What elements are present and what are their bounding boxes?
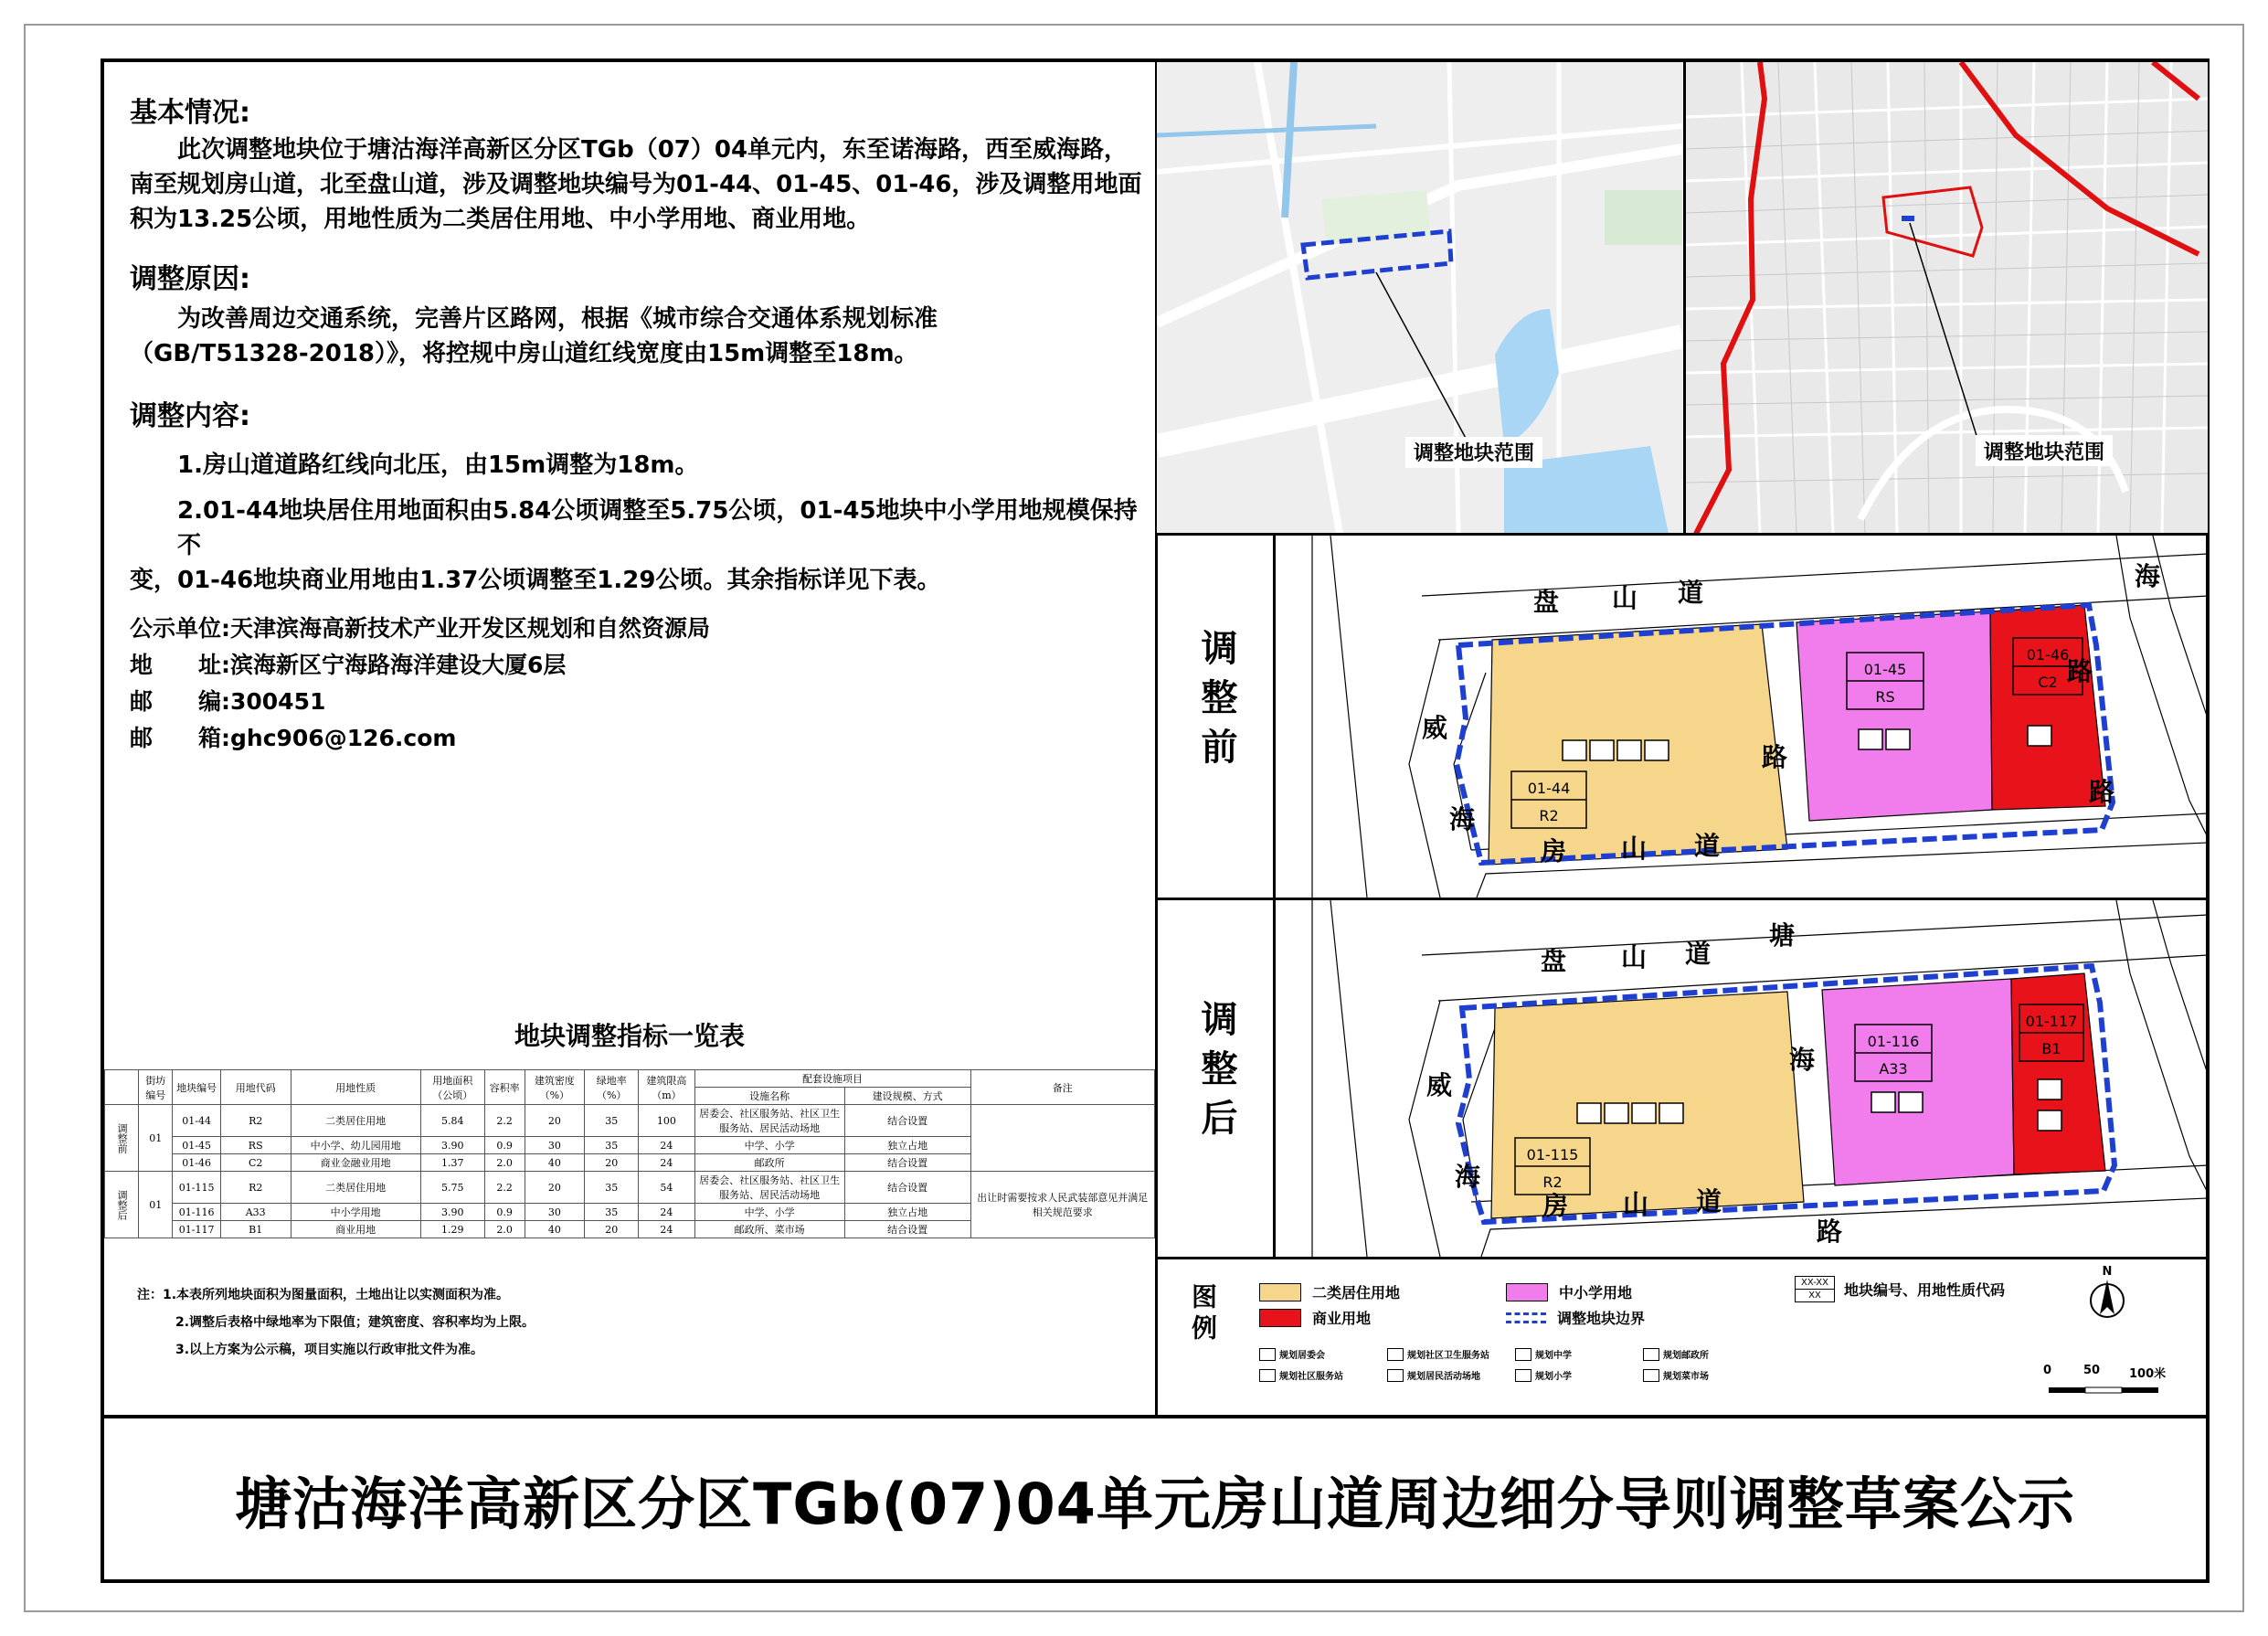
table-cell: 100 — [639, 1105, 694, 1137]
road-char: 盘 — [1541, 946, 1567, 976]
content-line: 2.01-44地块居住用地面积由5.84公顷调整至5.75公顷，01-45地块中小学用地规模保持不 — [177, 497, 1138, 559]
code-sample — [1795, 1276, 1835, 1302]
road-char: 房 — [1541, 836, 1567, 866]
road-char: 海 — [2135, 561, 2161, 591]
table-cell: B1 — [220, 1221, 291, 1238]
road-char: 路 — [2089, 777, 2115, 807]
table-cell: 2.2 — [484, 1105, 525, 1137]
after-parcels — [1491, 973, 2105, 1218]
activity-field-icon — [1387, 1369, 1404, 1382]
facility-legend-label: 规划居民活动场地 — [1407, 1372, 1480, 1382]
basemap-right — [1685, 62, 2208, 534]
parcel-code: 01-44 — [1527, 780, 1571, 797]
school-swatch — [1506, 1283, 1548, 1301]
table-cell: 20 — [585, 1221, 639, 1238]
market-icon — [1643, 1369, 1659, 1382]
contact-addr-label: 地 址: — [130, 652, 230, 678]
table-cell: 0.9 — [484, 1137, 525, 1154]
code-sample-top: XX-XX — [1796, 1277, 1834, 1290]
legend-item-boundary — [1506, 1307, 1645, 1328]
table-row — [105, 1105, 1155, 1137]
road-char: 威 — [1426, 1070, 1453, 1100]
map-label-left: 调整地块范围 — [1413, 442, 1535, 465]
facility-legend-label: 规划邮政所 — [1663, 1351, 1709, 1361]
table-note: 注：1.本表所列地块面积为图量面积，土地出让以实测面积为准。 — [137, 1288, 510, 1302]
table-cell: 邮政所 — [694, 1154, 844, 1172]
table-cell: 35 — [585, 1172, 639, 1204]
scale-label-50: 50 — [2083, 1364, 2101, 1377]
group-label: 调整前 — [105, 1105, 139, 1172]
middle-school-icon — [1515, 1348, 1531, 1361]
reason-line: 为改善周边交通系统，完善片区路网，根据《城市综合交通体系规划标准 — [177, 305, 938, 333]
table-cell: 结合设置 — [844, 1172, 970, 1204]
table-row — [105, 1172, 1155, 1204]
facility-legend-label: 规划中学 — [1535, 1351, 1572, 1361]
table-cell: 35 — [585, 1105, 639, 1137]
road-char: 道 — [1696, 1186, 1722, 1216]
table-cell: 24 — [639, 1154, 694, 1172]
table-header: 建筑限高（m） — [639, 1070, 694, 1105]
adjust-parcel-marker — [1902, 216, 1914, 221]
market-icon — [2038, 1110, 2061, 1131]
parcel-use: R2 — [1539, 807, 1559, 824]
table-cell: 独立占地 — [844, 1137, 970, 1154]
table-cell: 54 — [639, 1172, 694, 1204]
road-char: 海 — [1455, 1162, 1481, 1192]
before-side-label: 调整前 — [1195, 629, 1237, 777]
table-subheader: 设施名称 — [694, 1088, 844, 1105]
legend-label: 调整地块边界 — [1557, 1312, 1646, 1327]
table-header: 建筑密度（%） — [525, 1070, 585, 1105]
basic-text — [130, 133, 1144, 237]
contact-unit-label: 公示单位: — [130, 615, 230, 642]
index-table — [104, 1069, 1155, 1238]
page-title: 塘沽海洋高新区分区TGb(07)04单元房山道周边细分导则调整草案公示 — [235, 1470, 2075, 1537]
legend-label: 二类居住用地 — [1312, 1286, 1401, 1301]
road-char: 路 — [1762, 742, 1788, 772]
table-cell: 35 — [585, 1204, 639, 1221]
primary-school-icon — [1515, 1369, 1531, 1382]
table-header: 街坊编号 — [139, 1070, 173, 1105]
reason-line: （GB/T51328-2018）》，将控规中房山道红线宽度由15m调整至18m。 — [130, 340, 918, 367]
table-cell: 中学、小学 — [694, 1137, 844, 1154]
contact-mail-label: 邮 箱: — [130, 725, 230, 751]
post-office-icon — [2028, 726, 2051, 746]
legend-item-commercial — [1259, 1307, 1371, 1328]
after-plan — [1276, 900, 2208, 1257]
table-cell: 30 — [525, 1137, 585, 1154]
north-label: N — [2102, 1265, 2113, 1279]
table-cell: 20 — [585, 1154, 639, 1172]
road-char: 塘 — [1769, 920, 1796, 951]
contact-mail — [130, 720, 710, 757]
basic-line: 南至规划房山道，北至盘山道，涉及调整地块编号为01-44、01-45、01-46，涉及调整用地面 — [130, 171, 1142, 198]
table-cell: 独立占地 — [844, 1204, 970, 1221]
table-cell: 30 — [525, 1204, 585, 1221]
table-note: 2.调整后表格中绿地率为下限值；建筑密度、容积率均为上限。 — [175, 1315, 535, 1330]
scale-bar — [2047, 1386, 2166, 1397]
road-char: 道 — [1678, 578, 1704, 608]
parcel-code: 01-115 — [1526, 1146, 1579, 1163]
table-cell: 0.9 — [484, 1204, 525, 1221]
legend-item-code — [1795, 1276, 2005, 1302]
table-cell: 居委会、社区服务站、社区卫生服务站、居民活动场地 — [694, 1105, 844, 1137]
table-header: 备注 — [970, 1070, 1154, 1105]
boundary-swatch — [1506, 1312, 1546, 1323]
parcel-01-117 — [2011, 973, 2105, 1174]
facility-legend-item — [1643, 1368, 1771, 1382]
contact-addr-value: 滨海新区宁海路海洋建设大厦6层 — [230, 652, 567, 678]
parcel-code: 01-116 — [1867, 1033, 1920, 1050]
road-char: 盘 — [1533, 587, 1560, 617]
table-cell: 1.29 — [420, 1221, 484, 1238]
road-char: 威 — [1422, 713, 1448, 743]
table-cell: 24 — [639, 1137, 694, 1154]
road-char: 山 — [1621, 942, 1648, 972]
facility-legend-label: 规划社区服务站 — [1279, 1372, 1343, 1382]
table-cell: 中小学用地 — [291, 1204, 420, 1221]
content-item-1: 1.房山道道路红线向北压，由15m调整为18m。 — [177, 451, 699, 479]
table-cell: RS — [220, 1137, 291, 1154]
table-cell: 01-45 — [173, 1137, 221, 1154]
road-char: 山 — [1623, 1189, 1649, 1219]
table-note: 3.以上方案为公示稿，项目实施以行政审批文件为准。 — [175, 1343, 484, 1357]
table-header: 用地代码 — [220, 1070, 291, 1105]
group-label: 调整后 — [105, 1172, 139, 1238]
parcel-use: A33 — [1879, 1060, 1908, 1078]
facility-legend-label: 规划菜市场 — [1663, 1372, 1709, 1382]
facility-legend-item — [1515, 1368, 1643, 1382]
contact-mail-value: ghc906@126.com — [230, 725, 457, 751]
table-cell: 35 — [585, 1137, 639, 1154]
table-cell: 20 — [525, 1105, 585, 1137]
table-title: 地块调整指标一览表 — [514, 1021, 745, 1051]
facility-legend-label: 规划小学 — [1535, 1372, 1572, 1382]
contact-block — [130, 611, 710, 757]
block-cell: 01 — [139, 1105, 173, 1172]
facility-legend-item — [1387, 1368, 1515, 1382]
table-cell: 01-115 — [173, 1172, 221, 1204]
contact-unit-value: 天津滨海高新技术产业开发区规划和自然资源局 — [230, 615, 711, 642]
table-cell: 中学、小学 — [694, 1204, 844, 1221]
parcel-code: 01-117 — [2025, 1013, 2078, 1030]
parcel-code: 01-45 — [1863, 661, 1907, 678]
table-cell: 24 — [639, 1204, 694, 1221]
map-label-right: 调整地块范围 — [1983, 441, 2105, 464]
basic-line: 此次调整地块位于塘沽海洋高新区分区TGb（07）04单元内，东至诺海路，西至威海路， — [177, 136, 1129, 164]
content-heading: 调整内容: — [130, 400, 250, 432]
service-station-icon — [1259, 1369, 1276, 1382]
facility-legend-item — [1387, 1347, 1515, 1361]
table-cell: 01-117 — [173, 1221, 221, 1238]
table-cell: 2.0 — [484, 1154, 525, 1172]
road-char: 路 — [2067, 656, 2093, 686]
post-office-icon — [2038, 1079, 2061, 1100]
table-cell: 01-116 — [173, 1204, 221, 1221]
table-header: 用地性质 — [291, 1070, 420, 1105]
table-header: 用地面积（公顷） — [420, 1070, 484, 1105]
basic-line: 积为13.25公顷，用地性质为二类居住用地、中小学用地、商业用地。 — [130, 206, 871, 233]
commercial-swatch — [1259, 1309, 1301, 1327]
parcel-use: RS — [1875, 688, 1895, 706]
table-header: 地块编号 — [173, 1070, 221, 1105]
basic-heading: 基本情况: — [130, 97, 250, 129]
table-header: 容积率 — [484, 1070, 525, 1105]
scale-label-100: 100米 — [2129, 1367, 2167, 1381]
location-maps — [1157, 62, 2208, 534]
contact-unit — [130, 611, 710, 647]
content-line: 变，01-46地块商业用地由1.37公顷调整至1.29公顷。其余指标详见下表。 — [130, 567, 941, 594]
parcel-use: B1 — [2041, 1040, 2061, 1057]
road-char: 山 — [1612, 583, 1638, 613]
table-cell: 3.90 — [420, 1137, 484, 1154]
road-char: 道 — [1685, 939, 1712, 969]
before-plan — [1276, 536, 2208, 898]
table-cell: 20 — [525, 1172, 585, 1204]
block-cell: 01 — [139, 1172, 173, 1238]
legend-label: 商业用地 — [1312, 1312, 1372, 1327]
table-cell: 5.75 — [420, 1172, 484, 1204]
table-cell: 邮政所、菜市场 — [694, 1221, 844, 1238]
facility-legend — [1259, 1347, 1771, 1382]
table-cell: 二类居住用地 — [291, 1105, 420, 1137]
table-header: 绿地率（%） — [585, 1070, 639, 1105]
legend-item-school — [1506, 1281, 1632, 1302]
table-cell: A33 — [220, 1204, 291, 1221]
table-cell: 01-46 — [173, 1154, 221, 1172]
facility-legend-item — [1515, 1347, 1643, 1361]
map-divider — [1683, 62, 1686, 534]
facility-legend-label: 规划社区卫生服务站 — [1407, 1351, 1489, 1361]
content-item-2 — [130, 494, 1144, 598]
parcel-01-45 — [1796, 611, 1992, 821]
table-cell: C2 — [220, 1154, 291, 1172]
table-cell: 结合设置 — [844, 1105, 970, 1137]
reason-text — [130, 302, 1144, 371]
residential-swatch — [1259, 1283, 1301, 1301]
table-cell: 结合设置 — [844, 1221, 970, 1238]
table-cell: R2 — [220, 1172, 291, 1204]
legend-title: 图例 — [1188, 1283, 1218, 1345]
road-char: 路 — [1817, 1216, 1843, 1247]
parcel-code: 01-46 — [2026, 646, 2070, 664]
parcel-use: C2 — [2038, 674, 2058, 691]
facility-legend-item — [1643, 1347, 1771, 1361]
road-char: 房 — [1542, 1191, 1569, 1221]
table-cell: 40 — [525, 1221, 585, 1238]
panel-divider-3 — [1157, 1257, 2210, 1259]
road-char: 道 — [1694, 831, 1721, 861]
legend-label: 地块编号、用地性质代码 — [1844, 1283, 2006, 1299]
road-char: 山 — [1621, 834, 1648, 864]
table-cell: 出让时需要按求人民武装部意见并满足相关规范要求 — [970, 1172, 1154, 1238]
table-subheader: 建设规模、方式 — [844, 1088, 970, 1105]
contact-zip-label: 邮 编: — [130, 688, 230, 715]
table-cell: 商业金融业用地 — [291, 1154, 420, 1172]
table-cell: 结合设置 — [844, 1154, 970, 1172]
table-header: 配套设施项目 — [694, 1070, 970, 1088]
scale-label-0: 0 — [2043, 1364, 2052, 1377]
table-cell: 商业用地 — [291, 1221, 420, 1238]
table-header-row — [105, 1070, 1155, 1088]
table-cell: 二类居住用地 — [291, 1172, 420, 1204]
north-arrow-icon — [2087, 1278, 2127, 1323]
legend-label: 中小学用地 — [1559, 1286, 1633, 1301]
index-table-wrap — [104, 1069, 1155, 1238]
table-cell: 中小学、幼儿园用地 — [291, 1137, 420, 1154]
table-cell: 3.90 — [420, 1204, 484, 1221]
post-office-icon — [1643, 1348, 1659, 1361]
table-cell: 40 — [525, 1154, 585, 1172]
after-side-label: 调整后 — [1195, 1000, 1237, 1148]
clinic-icon — [1387, 1348, 1404, 1361]
facility-legend-item — [1259, 1368, 1387, 1382]
table-cell: 24 — [639, 1221, 694, 1238]
parcel-01-116 — [1822, 979, 2014, 1185]
table-cell: 2.0 — [484, 1221, 525, 1238]
table-cell: 5.84 — [420, 1105, 484, 1137]
table-notes — [137, 1281, 535, 1364]
table-cell: 2.2 — [484, 1172, 525, 1204]
table-cell — [970, 1105, 1154, 1172]
table-cell: 1.37 — [420, 1154, 484, 1172]
contact-zip-value: 300451 — [230, 688, 326, 715]
road-char: 海 — [1449, 804, 1476, 834]
road-char: 海 — [1789, 1045, 1816, 1075]
facility-legend-item — [1259, 1347, 1387, 1361]
table-header — [105, 1070, 139, 1105]
reason-heading: 调整原因: — [130, 263, 250, 295]
contact-addr — [130, 647, 710, 684]
facility-legend-label: 规划居委会 — [1279, 1351, 1325, 1361]
contact-zip — [130, 684, 710, 720]
table-cell: 居委会、社区服务站、社区卫生服务站、居民活动场地 — [694, 1172, 844, 1204]
table-cell: R2 — [220, 1105, 291, 1137]
parcel-use: R2 — [1542, 1174, 1563, 1191]
code-sample-bottom: XX — [1808, 1291, 1821, 1301]
table-cell: 01-44 — [173, 1105, 221, 1137]
office-icon — [1259, 1348, 1276, 1361]
legend-item-residential — [1259, 1281, 1400, 1302]
